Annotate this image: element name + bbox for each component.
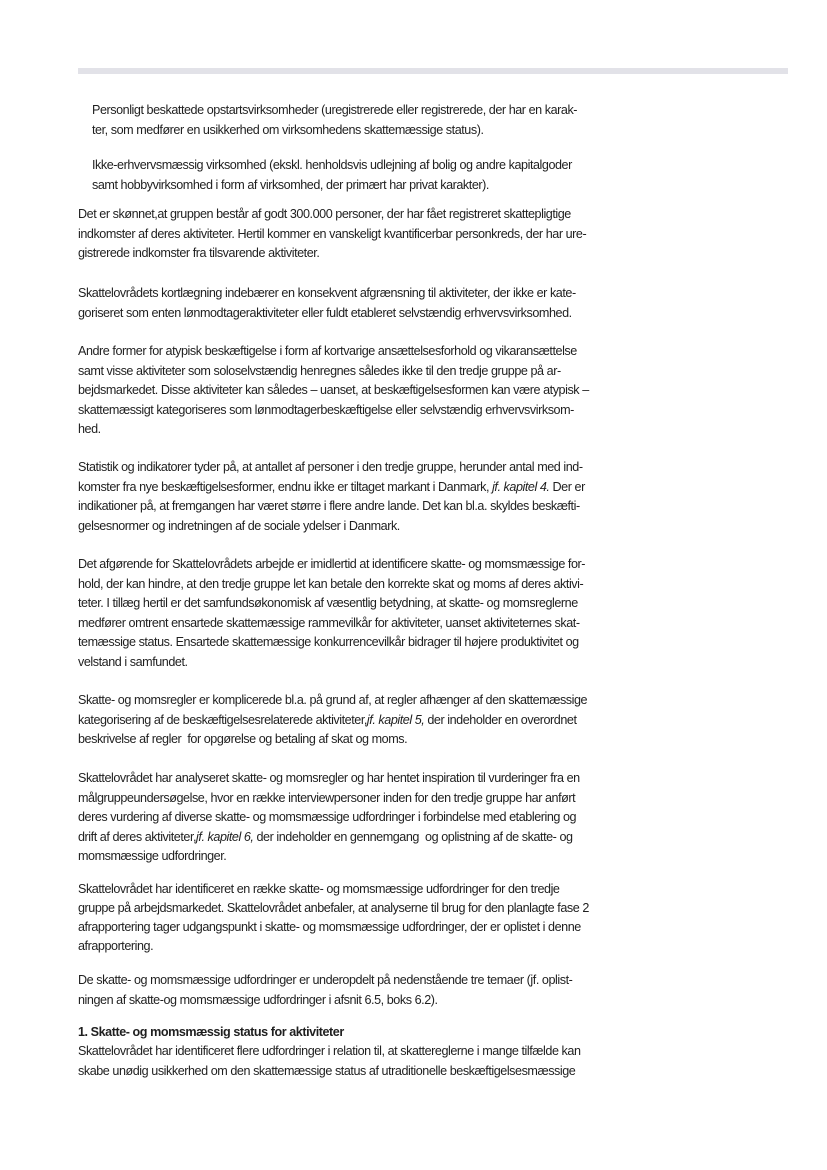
- text-line: [78, 205, 586, 225]
- text-line: [78, 1062, 581, 1082]
- text-line: [78, 401, 589, 421]
- text-segment: velstand i samfundet.: [78, 654, 188, 669]
- text-segment: skabe unødig usikkerhed om den skattemæssige status af utraditionelle beskæftigelsesmæssige: [78, 1063, 576, 1078]
- text-line: [92, 156, 572, 176]
- cross-reference: jf. kapitel 5,: [366, 712, 425, 727]
- paragraph-status-challenges: [78, 1042, 581, 1081]
- text-line: [78, 304, 576, 324]
- text-line: [78, 711, 587, 731]
- text-segment: beskrivelse af regler for opgørelse og betaling af skat og moms.: [78, 732, 408, 746]
- text-segment: deres vurdering af diverse skatte- og momsmæssige udfordringer i forbindelse med etablering og: [78, 810, 577, 824]
- bullet-item-2: [92, 156, 572, 195]
- text-line: [78, 653, 585, 673]
- text-segment: indkomster af deres aktiviteter. Hertil kommer en vanskeligt kvantificerbar personkreds, der har ure-: [78, 226, 587, 241]
- text-segment: hold, der kan hindre, at den tredje gruppe let kan betale den korrekte skat og moms af deres aktivi-: [78, 576, 584, 591]
- text-line: [78, 899, 589, 918]
- paragraph-complex-rules: [78, 691, 587, 750]
- text-segment: Der er: [549, 479, 585, 494]
- paragraph-themes: [78, 971, 572, 1010]
- text-line: [78, 284, 576, 304]
- text-segment: indikationer på, at fremgangen har været større i flere andre lande. Det kan bl.a. skyldes beskæfti-: [78, 499, 580, 513]
- bullet-item-1: [92, 101, 577, 140]
- text-line: [78, 1042, 581, 1062]
- text-segment: De skatte- og momsmæssige udfordringer er underopdelt på nedenstående tre temaer (jf. oplist-: [78, 973, 573, 987]
- text-segment: afrapportering.: [78, 939, 154, 953]
- text-line: [78, 342, 589, 362]
- text-segment: afrapportering tager udgangspunkt i skatte- og momsmæssige udfordringer, der er oplistet i denne: [78, 920, 581, 934]
- text-segment: komster fra nye beskæftigelsesformer, endnu ikke er tiltaget markant i Danmark,: [78, 479, 493, 494]
- text-segment: der indeholder en overordnet: [424, 712, 577, 727]
- section-heading: 1. Skatte- og momsmæssig status for aktiviteter: [78, 1025, 344, 1039]
- text-segment: Det er skønnet,at gruppen består af godt 300.000 personer, der har fået registreret skattepligtige: [78, 207, 571, 221]
- text-segment: der indeholder en gennemgang og oplistning af de skatte- og: [253, 829, 573, 844]
- paragraph-atypical-employment: [78, 342, 589, 440]
- text-segment: Det afgørende for Skattelovrådets arbejde er imidlertid at identificere skatte- og momsmæssige for-: [78, 557, 586, 571]
- text-line: [78, 937, 589, 956]
- paragraph-recommendation: [78, 880, 589, 956]
- text-line: [78, 828, 580, 848]
- text-segment: ter, som medfører en usikkerhed om virksomhedens skattemæssige status).: [92, 122, 484, 137]
- text-segment: Skatte- og momsregler er komplicerede bl.a. på grund af, at regler afhænger af den skattemæssige: [78, 693, 588, 707]
- text-line: [78, 244, 586, 264]
- cross-reference: jf. kapitel 6,: [196, 829, 254, 844]
- text-line: [78, 880, 589, 899]
- text-line: [78, 420, 589, 440]
- paragraph-decisive-factor: [78, 555, 585, 672]
- text-segment: Ikke-erhvervsmæssig virksomhed (ekskl. henholdsvis udlejning af bolig og andre kapitalgoder: [92, 158, 572, 172]
- text-line: [92, 176, 572, 196]
- text-segment: hed.: [78, 422, 101, 436]
- text-segment: Andre former for atypisk beskæftigelse i form af kortvarige ansættelsesforhold og vikaransættelse: [78, 344, 577, 358]
- text-segment: samt hobbyvirksomhed i form af virksomhed, der primært har privat karakter).: [92, 177, 489, 192]
- text-segment: Skattelovrådet har identificeret en række skatte- og momsmæssige udfordringer for den tredje: [78, 882, 560, 896]
- text-line: [78, 769, 580, 789]
- text-segment: ningen af skatte-og momsmæssige udfordringer i afsnit 6.5, boks 6.2).: [78, 992, 438, 1007]
- header-rule: [78, 68, 788, 74]
- text-segment: drift af deres aktiviteter,: [78, 829, 197, 844]
- text-line: [78, 789, 580, 809]
- text-line: [78, 614, 585, 634]
- text-line: [78, 555, 585, 575]
- text-line: [78, 594, 585, 614]
- text-line: [92, 101, 577, 121]
- text-segment: momsmæssige udfordringer.: [78, 849, 227, 863]
- text-line: [78, 575, 585, 595]
- text-line: [78, 808, 580, 828]
- text-line: [78, 691, 587, 711]
- text-segment: skattemæssigt kategoriseres som lønmodtagerbeskæftigelse eller selvstændig erhvervsvirksom-: [78, 402, 574, 417]
- text-segment: Statistik og indikatorer tyder på, at antallet af personer i den tredje gruppe, herunder antal med ind-: [78, 460, 583, 474]
- text-segment: gelsesnormer og indretningen af de sociale ydelser i Danmark.: [78, 518, 400, 533]
- paragraph-delimitation: [78, 284, 576, 323]
- text-line: [78, 847, 580, 867]
- text-line: [78, 918, 589, 937]
- text-segment: Personligt beskattede opstartsvirksomheder (uregistrerede eller registrerede, der har en karak-: [92, 103, 578, 117]
- text-line: [78, 517, 585, 537]
- text-segment: Skattelovrådet har identificeret flere udfordringer i relation til, at skattereglerne i mange tilfælde kan: [78, 1044, 581, 1058]
- text-line: [78, 497, 585, 517]
- text-segment: Skattelovrådets kortlægning indebærer en konsekvent afgrænsning til aktiviteter, der ikke er kate-: [78, 286, 576, 300]
- paragraph-analysis: [78, 769, 580, 867]
- text-segment: gistrerede indkomster fra tilsvarende aktiviteter.: [78, 246, 320, 260]
- text-segment: samt visse aktiviteter som soloselvstændig henregnes således ikke til den tredje gruppe på ar-: [78, 363, 561, 378]
- cross-reference: jf. kapitel 4.: [492, 479, 550, 494]
- text-line: [78, 991, 572, 1011]
- text-line: [78, 362, 589, 382]
- text-segment: goriseret som enten lønmodtageraktiviteter eller fuldt etableret selvstændig erhvervsvirksomhed.: [78, 305, 572, 320]
- text-line: [78, 971, 572, 991]
- text-line: [78, 478, 585, 498]
- text-line: [78, 633, 585, 653]
- text-segment: gruppe på arbejdsmarkedet. Skattelovrådet anbefaler, at analyserne til brug for den planlagte fase 2: [78, 901, 589, 915]
- text-line: [78, 458, 585, 478]
- text-segment: kategorisering af de beskæftigelsesrelaterede aktiviteter,: [78, 712, 367, 727]
- text-segment: teter. I tillæg hertil er det samfundsøkonomisk af væsentlig betydning, at skatte- og momsreglerne: [78, 596, 578, 610]
- text-line: [78, 381, 589, 401]
- text-line: [78, 225, 586, 245]
- paragraph-group-size: [78, 205, 586, 264]
- text-line: [92, 121, 577, 141]
- text-segment: målgruppeundersøgelse, hvor en række interviewpersoner inden for den tredje gruppe har anført: [78, 790, 576, 805]
- text-segment: bejdsmarkedet. Disse aktiviteter kan således – uanset, at beskæftigelsesformen kan være atypisk –: [78, 383, 589, 397]
- text-segment: medfører omtrent ensartede skattemæssige rammevilkår for aktiviteter, uanset aktiviteternes skat-: [78, 615, 580, 630]
- text-segment: Skattelovrådet har analyseret skatte- og momsregler og har hentet inspiration til vurderinger fra en: [78, 771, 580, 785]
- paragraph-statistics: [78, 458, 585, 536]
- text-segment: temæssige status. Ensartede skattemæssige konkurrencevilkår bidrager til højere produktivitet og: [78, 635, 579, 649]
- text-line: [78, 730, 587, 750]
